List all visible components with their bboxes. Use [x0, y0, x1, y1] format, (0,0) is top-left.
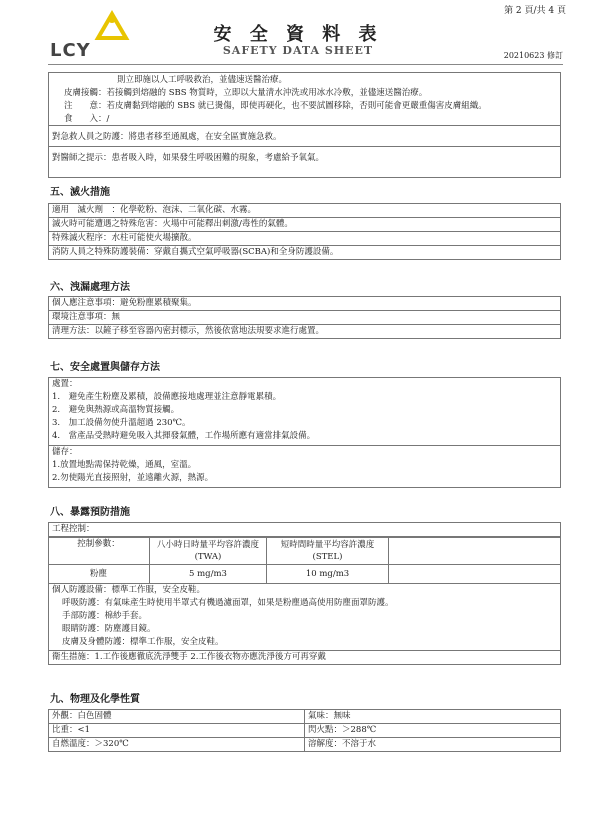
page-number: 第 2 頁/共 4 頁 [504, 6, 566, 16]
title-chinese: 安 全 資 料 表 [213, 24, 383, 45]
handling-item: 1. 避免產生粉塵及累積，設備應接地處理並注意靜電累積。 [52, 392, 282, 402]
handling-item: 4. 當產品受熱時避免吸入其揮發氣體，工作場所應有適當排氣設備。 [52, 431, 316, 441]
ppe-line: 手部防護：棉紗手套。 [62, 611, 148, 621]
revision-date: 20210623 修訂 [503, 51, 563, 60]
storage-item: 1.放置地點需保持乾燥，通風，室溫。 [52, 460, 197, 470]
section-9-heading: 九、物理及化學性質 [50, 694, 140, 705]
handling-block [49, 378, 560, 446]
ppe-line: 眼睛防護：防塵護目鏡。 [62, 624, 156, 634]
header-divider [48, 64, 563, 65]
property-cell: 比重：<1 [49, 724, 305, 738]
twa-value: 5 mg/m3 [150, 565, 267, 584]
first-aid-line: 則立即施以人工呼吸救治，並儘速送醫治療。 [117, 75, 288, 85]
sec6-row: 清理方法：以鏟子移至容器內密封標示，然後依當地法規要求進行處置。 [52, 326, 325, 336]
first-aid-line: 食 入：/ [64, 114, 110, 124]
doctor-note: 對醫師之提示：患者吸入時，如果發生呼吸困難的現象，考慮給予氧氣。 [52, 153, 325, 163]
first-aid-lines [49, 73, 560, 125]
handling-item: 3. 加工設備勿使升溫超過 230℃。 [52, 418, 191, 428]
section-7-heading: 七、安全處置與儲存方法 [50, 362, 160, 373]
property-cell: 自燃溫度：＞320℃ [49, 738, 305, 752]
rescuer-protection: 對急救人員之防護：將患者移至通風處，在安全區實施急救。 [49, 125, 560, 147]
param-label: 控制參數： [48, 538, 150, 565]
hygiene-measures: 衛生措施：1.工作後應徹底洗淨雙手 2.工作後衣物亦應洗淨後方可再穿戴 [52, 652, 326, 662]
substance-name: 粉塵 [48, 565, 150, 584]
storage-block [49, 446, 560, 487]
empty-cell [389, 538, 562, 565]
section-5-heading: 五、滅火措施 [50, 187, 110, 198]
property-cell: 溶解度：不溶于水 [305, 738, 561, 752]
property-cell: 氣味：無味 [305, 710, 561, 724]
first-aid-line: 皮膚接觸：若接觸到熔融的 SBS 物質時，立即以大量清水沖洗或用冰水冷敷，並儘速送醫治療。 [64, 88, 428, 98]
section-8-heading: 八、暴露預防措施 [50, 507, 130, 518]
property-cell: 閃火點：＞288℃ [305, 724, 561, 738]
title-english: SAFETY DATA SHEET [222, 44, 374, 57]
section-8-box [48, 522, 561, 665]
section-6-heading: 六、洩漏處理方法 [50, 282, 130, 293]
ppe-line: 皮膚及身體防護：標準工作服，安全皮鞋。 [62, 637, 224, 647]
handling-title: 處置： [52, 379, 78, 389]
first-aid-box [48, 72, 561, 178]
sec5-row: 消防人員之特殊防護裝備：穿戴自攜式空氣呼吸器(SCBA)和全身防護設備。 [52, 247, 339, 257]
section-9-box [48, 709, 561, 752]
ppe-line: 呼吸防護：有氣味產生時使用半罩式有機過濾面罩，如果是粉塵過高使用防塵面罩防護。 [62, 598, 394, 608]
section-6-box [48, 296, 561, 339]
exposure-limits-table [48, 537, 561, 584]
handling-item: 2. 避免與熱源或高溫物質接觸。 [52, 405, 180, 415]
storage-item: 2.勿使陽光直接照射，並遠離火源，熱源。 [52, 473, 214, 483]
sec6-row: 個人應注意事項：避免粉塵累積聚集。 [49, 297, 560, 311]
property-cell: 外觀：白色固體 [49, 710, 305, 724]
ppe-line: 個人防護設備：標準工作服，安全皮鞋。 [52, 585, 206, 595]
sec5-row: 特殊滅火程序：水柱可能使火場擴散。 [49, 232, 560, 246]
sec5-row: 適用 滅火劑 ：化學乾粉、泡沫、二氧化碳、水霧。 [49, 204, 560, 218]
logo-text: LCY [50, 40, 91, 61]
sec5-row: 滅火時可能遭遇之特殊危害：火場中可能釋出刺激/毒性的氣體。 [49, 218, 560, 232]
storage-title: 儲存： [52, 447, 78, 457]
engineering-control: 工程控制： [49, 523, 560, 537]
stel-header: 短時間時量平均容許濃度(STEL) [267, 538, 389, 565]
section-7-box [48, 377, 561, 488]
ppe-block [49, 584, 560, 651]
section-5-box [48, 203, 561, 260]
sec6-row: 環境注意事項：無 [49, 311, 560, 325]
empty-cell [389, 565, 562, 584]
stel-value: 10 mg/m3 [267, 565, 389, 584]
first-aid-line: 注 意：若皮膚黏到熔融的 SBS 就已燙傷，即使再硬化，也不要試圖移除，否則可能會更嚴重傷害皮膚組織。 [64, 101, 487, 111]
properties-table [48, 709, 561, 752]
twa-header: 八小時日時量平均容許濃度(TWA) [150, 538, 267, 565]
